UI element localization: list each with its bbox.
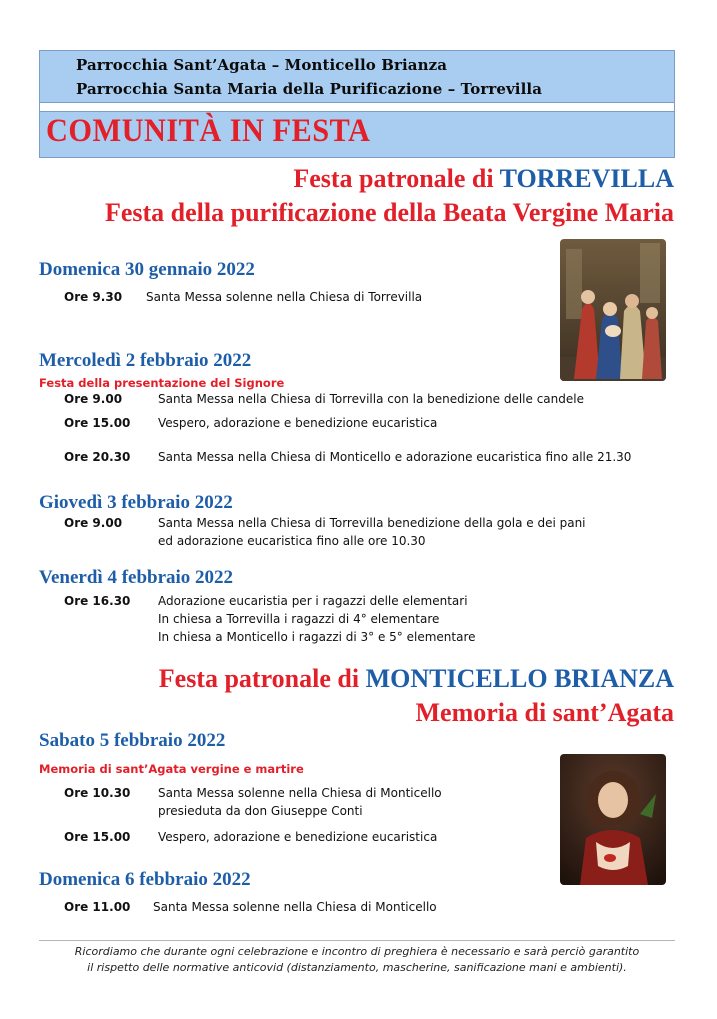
day-note: Memoria di sant’Agata vergine e martire xyxy=(39,762,304,776)
festa-title-torrevilla xyxy=(293,164,674,194)
day-heading-feb-5: Sabato 5 febbraio 2022 xyxy=(39,730,226,751)
event-description-continued: In chiesa a Torrevilla i ragazzi di 4° elementare xyxy=(158,612,440,626)
festa-subtitle-monticello: Memoria di sant’Agata xyxy=(415,698,674,727)
event-description: Santa Messa solenne nella Chiesa di Monticello xyxy=(158,786,442,800)
day-note: Festa della presentazione del Signore xyxy=(39,376,285,390)
footer-divider xyxy=(39,940,675,941)
event-description: Santa Messa nella Chiesa di Monticello e adorazione eucaristica fino alle 21.30 xyxy=(158,450,632,464)
day-heading-feb-6: Domenica 6 febbraio 2022 xyxy=(39,869,251,890)
event-time: Ore 9.00 xyxy=(64,392,123,406)
event-description: Vespero, adorazione e benedizione eucaristica xyxy=(158,416,438,430)
event-description: Santa Messa nella Chiesa di Torrevilla con la benedizione delle candele xyxy=(158,392,584,406)
festa-place: TORREVILLA xyxy=(499,164,674,193)
presentation-painting-image xyxy=(560,239,666,381)
event-description-continued: presieduta da don Giuseppe Conti xyxy=(158,804,363,818)
event-description-continued: In chiesa a Monticello i ragazzi di 3° e 5° elementare xyxy=(158,630,476,644)
event-time: Ore 15.00 xyxy=(64,830,131,844)
event-description: Adorazione eucaristia per i ragazzi delle elementari xyxy=(158,594,468,608)
day-heading-feb-4: Venerdì 4 febbraio 2022 xyxy=(39,567,234,588)
day-heading-feb-3: Giovedì 3 febbraio 2022 xyxy=(39,492,233,513)
event-description: Vespero, adorazione e benedizione eucaristica xyxy=(158,830,438,844)
event-description: Santa Messa nella Chiesa di Torrevilla benedizione della gola e dei pani xyxy=(158,516,586,530)
covid-notice xyxy=(39,944,675,976)
event-time: Ore 16.30 xyxy=(64,594,131,608)
event-time: Ore 9.00 xyxy=(64,516,123,530)
event-time: Ore 11.00 xyxy=(64,900,131,914)
event-time: Ore 9.30 xyxy=(64,290,123,304)
event-description: Santa Messa solenne nella Chiesa di Monticello xyxy=(153,900,437,914)
parish-name-torrevilla: Parrocchia Santa Maria della Purificazione – Torrevilla xyxy=(76,80,543,98)
parish-name-monticello: Parrocchia Sant’Agata – Monticello Brianza xyxy=(76,56,448,74)
day-heading-jan-30: Domenica 30 gennaio 2022 xyxy=(39,259,255,280)
day-heading-feb-2: Mercoledì 2 febbraio 2022 xyxy=(39,350,252,371)
event-time: Ore 10.30 xyxy=(64,786,131,800)
sant-agata-painting-image xyxy=(560,754,666,885)
festa-prefix: Festa patronale di xyxy=(158,664,366,693)
event-description: Santa Messa solenne nella Chiesa di Torrevilla xyxy=(146,290,423,304)
header-banner xyxy=(39,50,675,158)
banner-divider xyxy=(40,102,674,112)
festa-subtitle-torrevilla: Festa della purificazione della Beata Vergine Maria xyxy=(104,198,674,227)
event-description-continued: ed adorazione eucaristica fino alle ore 10.30 xyxy=(158,534,426,548)
event-time: Ore 20.30 xyxy=(64,450,131,464)
festa-title-monticello xyxy=(159,664,674,694)
covid-notice-line-1: Ricordiamo che durante ogni celebrazione e incontro di preghiera è necessario e sarà perciò garantito xyxy=(74,945,640,958)
festa-place: MONTICELLO BRIANZA xyxy=(365,664,674,693)
page-title: COMUNITÀ IN FESTA xyxy=(46,113,371,149)
event-time: Ore 15.00 xyxy=(64,416,131,430)
covid-notice-line-2: il rispetto delle normative anticovid (distanziamento, mascherine, sanificazione mani e ambienti). xyxy=(87,961,627,974)
festa-prefix: Festa patronale di xyxy=(293,164,500,193)
